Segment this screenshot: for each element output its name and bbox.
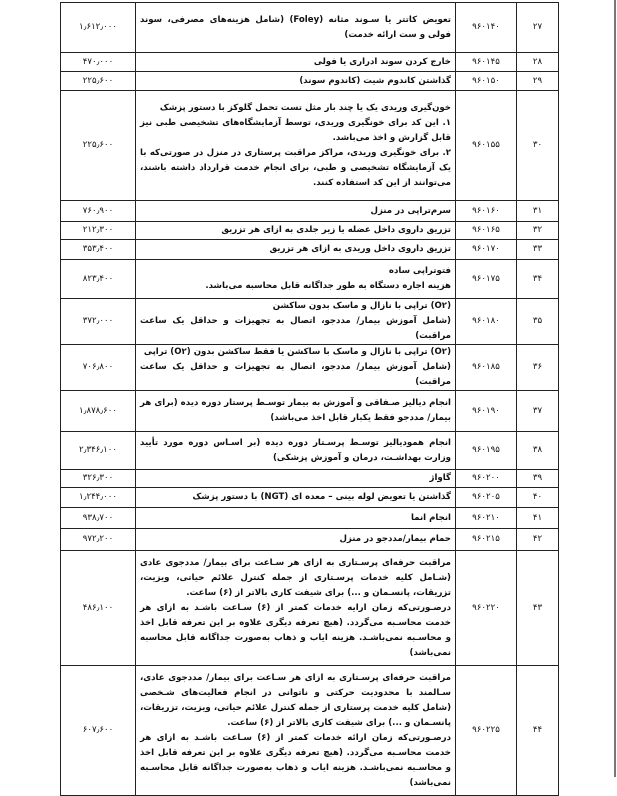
description-line: خون‌گیری وریدی یک یا چند بار مثل تست تحمل گلوکز با دستور پزشک <box>159 102 451 113</box>
service-description <box>136 72 456 91</box>
description-line: درصـورتی‌که زمان ارائه خدمات کمتر از (۶) سـاعت باشـد به ازای هر خدمت محاسـبه می‌گردد. (هیچ تعرفه دیگری علاوه بر این تعرفه قابل اخذ و محاسـبه نمی‌باشـد. هزینه ایاب و ذهاب به‌صورت جداگانه قابل محاسـبه نمی‌باشد) <box>140 732 451 788</box>
service-price: ۷۰۶٫۸۰۰ <box>61 345 136 391</box>
service-code: ۹۶۰۲۰۰ <box>456 470 517 488</box>
service-description <box>136 666 456 796</box>
row-number: ۴۲ <box>517 529 559 551</box>
description-line: هزینه اجاره دستگاه به طور جداگانه قابل محاسبه می‌باشد. <box>205 281 451 291</box>
service-price: ۳۲۶٫۳۰۰ <box>61 470 136 488</box>
service-code: ۹۶۰۲۰۵ <box>456 488 517 508</box>
row-number: ۳۱ <box>517 201 559 222</box>
service-price: ۱٫۸۷۸٫۶۰۰ <box>61 391 136 432</box>
row-number: ۴۰ <box>517 488 559 508</box>
row-number: ۳۲ <box>517 222 559 240</box>
table-row <box>61 201 559 222</box>
service-description <box>136 529 456 551</box>
description-line: ۲. برای خونگیری وریدی، مراکز مراقبت پرستاری در منزل در صورتی‌که با یک آزمایشگاه تشخیصی و طبی، برای انجام خدمت قرارداد داشته باشند، می‌توانند از این کد استفاده کنند. <box>140 147 451 188</box>
description-line: انجام انما <box>410 512 451 523</box>
service-price: ۹۳۸٫۷۰۰ <box>61 508 136 529</box>
tariff-table-body <box>61 3 559 796</box>
description-line: مراقبت حرفه‌ای پرسـتاری به ازای هر سـاعت برای بیمار/ مددجوی عادی (شـامل کلیه خدمات پرسـتاری از جمله کنترل علائم حیاتی، ویزیت، تزریقات، پانسـمان و ...) برای شیفت کاری بالاتر از (۶) ساعت. <box>140 557 451 598</box>
description-line: درصـورتی‌که زمان ارایه خدمات کمتر از (۶) سـاعت باشـد به ازای هر خدمت محاسـبه می‌گردد. (هیچ تعرفه دیگری علاوه بر این تعرفه قابل اخذ و محاسـبه نمی‌باشـد. هزینه ایاب و ذهاب به‌صورت جداگانه قابل محاسبه نمی‌باشد) <box>140 602 451 658</box>
service-code: ۹۶۰۱۷۰ <box>456 240 517 260</box>
table-row <box>61 391 559 432</box>
description-line: تزریق داروی داخل وریدی به ازای هر تزریق <box>269 244 451 254</box>
table-row <box>61 529 559 551</box>
description-line: (O۲) تراپی با نازال و ماسک با ساکشن یا فقط ساکشن بدون (O۲) تراپی <box>143 347 451 357</box>
description-line: سرم‌تراپی در منزل <box>370 205 451 216</box>
service-code: ۹۶۰۱۸۰ <box>456 299 517 345</box>
service-code: ۹۶۰۱۸۵ <box>456 345 517 391</box>
row-number: ۳۶ <box>517 345 559 391</box>
service-code: ۹۶۰۲۱۰ <box>456 508 517 529</box>
service-code: ۹۶۰۲۲۰ <box>456 551 517 666</box>
tariff-table <box>60 2 559 796</box>
service-code: ۹۶۰۱۹۰ <box>456 391 517 432</box>
service-description <box>136 345 456 391</box>
description-line: تعویض کاتتر یا سـوند مثانه (Foley) (شامل هزینه‌های مصرفی، سوند فولی و ست ارائه خدمت) <box>140 14 451 40</box>
service-code: ۹۶۰۱۵۰ <box>456 72 517 91</box>
description-line: (شامل آموزش بیمار/ مددجو، اتصال به تجهیزات و حداقل یک ساعت مراقبت) <box>140 316 451 341</box>
service-code: ۹۶۰۲۱۵ <box>456 529 517 551</box>
service-description <box>136 53 456 72</box>
table-row <box>61 3 559 53</box>
description-line: مراقبت حرفه‌ای پرسـتاری به ازای هر سـاعت برای بیمار/ مددجوی عادی، سـالمند با محدودیت حرکتی و ناتوانی در انجام فعالیت‌های شـخصی (شامل کلیه خدمت پرستاری از جمله کنترل علائم حیاتی، ویزیت، تزریقات، پانسـمان و ...) برای شیفت کاری بالاتر از (۶) ساعت. <box>140 672 451 728</box>
row-number: ۴۴ <box>517 666 559 796</box>
description-line: تزریق داروی داخل عضله یا زیر جلدی به ازای هر تزریق <box>221 225 451 235</box>
table-row <box>61 345 559 391</box>
table-row <box>61 470 559 488</box>
description-line: خارج کردن سوند ادراری یا فولی <box>313 56 451 67</box>
table-row <box>61 240 559 260</box>
row-number: ۳۴ <box>517 260 559 299</box>
page-edge-line <box>614 0 616 777</box>
table-row <box>61 222 559 240</box>
row-number: ۳۰ <box>517 91 559 201</box>
row-number: ۲۷ <box>517 3 559 53</box>
row-number: ۳۹ <box>517 470 559 488</box>
description-line: گاواژ <box>429 473 451 483</box>
service-price: ۹۷۲٫۲۰۰ <box>61 529 136 551</box>
service-code: ۹۶۰۱۹۵ <box>456 432 517 470</box>
table-row <box>61 508 559 529</box>
description-line: (O۲) تراپی با نازال و ماسک بدون ساکشن <box>272 301 451 311</box>
table-row <box>61 666 559 796</box>
service-price: ۴۷۰٫۰۰۰ <box>61 53 136 72</box>
service-description <box>136 488 456 508</box>
service-code: ۹۶۰۱۴۵ <box>456 53 517 72</box>
service-description <box>136 201 456 222</box>
row-number: ۲۹ <box>517 72 559 91</box>
service-description <box>136 391 456 432</box>
service-price: ۲۲۵٫۶۰۰ <box>61 91 136 201</box>
table-row <box>61 299 559 345</box>
service-price: ۸۲۳٫۴۰۰ <box>61 260 136 299</box>
service-price: ۱٫۲۴۴٫۰۰۰ <box>61 488 136 508</box>
table-row <box>61 72 559 91</box>
table-row <box>61 91 559 201</box>
service-price: ۲۲۵٫۶۰۰ <box>61 72 136 91</box>
service-description <box>136 551 456 666</box>
service-code: ۹۶۰۱۶۵ <box>456 222 517 240</box>
service-price: ۲۱۲٫۳۰۰ <box>61 222 136 240</box>
description-line: گذاشتن کاندوم شیت (کاندوم سوند) <box>299 75 451 86</box>
service-price: ۱٫۶۱۲٫۰۰۰ <box>61 3 136 53</box>
service-description <box>136 432 456 470</box>
service-code: ۹۶۰۱۵۵ <box>456 91 517 201</box>
service-code: ۹۶۰۱۶۰ <box>456 201 517 222</box>
service-price: ۶۰۷٫۶۰۰ <box>61 666 136 796</box>
description-line: گذاشتن یا تعویض لوله بینی – معده ای (NGT) با دستور پزشک <box>192 492 451 502</box>
row-number: ۴۱ <box>517 508 559 529</box>
description-line: فتوتراپی ساده <box>388 266 451 276</box>
service-price: ۷۶۰٫۹۰۰ <box>61 201 136 222</box>
service-price: ۴۸۶٫۱۰۰ <box>61 551 136 666</box>
service-description <box>136 222 456 240</box>
row-number: ۳۳ <box>517 240 559 260</box>
description-line: ۱. این کد برای خونگیری وریدی، توسط آزمایشگاه‌های تشخیصی طبی نیز قابل گزارش و اخذ می‌باشد. <box>140 117 451 143</box>
table-row <box>61 260 559 299</box>
description-line: حمام بیمار/مددجو در منزل <box>339 534 451 544</box>
description-line: انجام همودیالیز توسـط پرسـتار دوره دیده (بر اسـاس دوره مورد تأیید وزارت بهداشـت، درمان و آموزش پزشکی) <box>140 437 451 463</box>
service-description <box>136 299 456 345</box>
service-description <box>136 508 456 529</box>
service-price: ۳۵۳٫۴۰۰ <box>61 240 136 260</box>
service-code: ۹۶۰۲۲۵ <box>456 666 517 796</box>
service-price: ۳۷۲٫۰۰۰ <box>61 299 136 345</box>
description-line: (شامل آموزش بیمار/ مددجو، اتصال به تجهیزات و حداقل یک ساعت مراقبت) <box>140 362 451 387</box>
row-number: ۳۸ <box>517 432 559 470</box>
row-number: ۳۵ <box>517 299 559 345</box>
service-price: ۲٫۳۴۶٫۱۰۰ <box>61 432 136 470</box>
table-row <box>61 551 559 666</box>
table-row <box>61 53 559 72</box>
service-code: ۹۶۰۱۴۰ <box>456 3 517 53</box>
table-row <box>61 488 559 508</box>
row-number: ۴۳ <box>517 551 559 666</box>
table-row <box>61 432 559 470</box>
row-number: ۳۷ <box>517 391 559 432</box>
description-line: انجام دیالیز صـفاقی و آموزش به بیمار توسـط پرستار دوره دیده (برای هر بیمار/ مددجو فقط یکبار قابل اخذ می‌باشد) <box>140 398 451 423</box>
service-description <box>136 91 456 201</box>
service-description <box>136 260 456 299</box>
service-description <box>136 240 456 260</box>
service-code: ۹۶۰۱۷۵ <box>456 260 517 299</box>
service-description <box>136 3 456 53</box>
row-number: ۲۸ <box>517 53 559 72</box>
service-description <box>136 470 456 488</box>
